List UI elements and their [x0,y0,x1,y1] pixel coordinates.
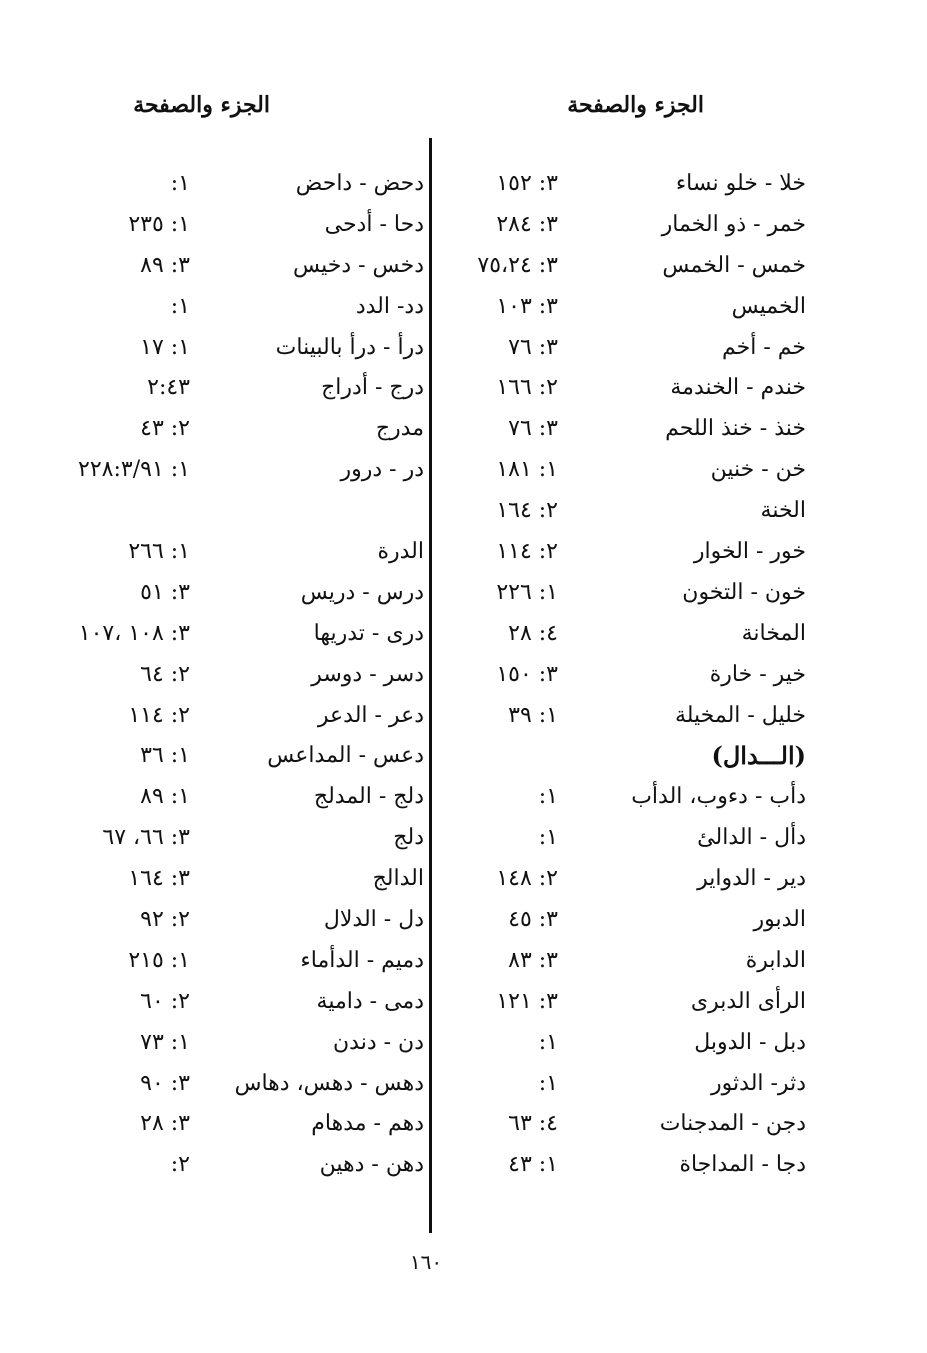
entry-term: خون - التخون [682,579,806,605]
entry-reference: ٢: ١١٤ [128,702,190,728]
entry-term: الرأى الدبرى [690,988,806,1014]
entry-reference: ٢: [170,1152,190,1178]
entry-term: دبل - الدوبل [694,1029,806,1055]
entry-reference: ١: ٣٩ [508,702,558,728]
entry-reference: ٢:٤٣ [147,375,190,401]
index-entry [440,164,810,205]
entry-term: دن - دندن [333,1029,424,1055]
column-divider [429,138,432,1233]
index-entry [30,409,426,450]
index-entry [440,900,810,941]
index-entry [440,1064,810,1105]
entry-reference: ٣: ١٠٣ [496,293,558,319]
entry-reference: ٣: ٢٨ [140,1111,190,1137]
entry-reference: ٣: ٧٦ [508,334,558,360]
entry-reference: ١: [538,1070,558,1096]
entry-term: خنذ - خنذ اللحم [665,416,806,442]
index-entry [440,1104,810,1145]
entry-reference: ٣: ٧٦ [508,416,558,442]
entry-term: الدابرة [745,947,806,973]
entry-reference: ١: [538,825,558,851]
entry-reference: ٢: ٩٢ [140,907,190,933]
entry-reference: ٣: ٢٨٤ [496,211,558,237]
index-entry [30,164,426,205]
index-entry [440,696,810,737]
entry-term: دهن - دهين [319,1152,424,1178]
entry-reference: ٤: ٢٨ [508,620,558,646]
entry-term: خور - الخوار [693,539,806,565]
index-entry [440,859,810,900]
entry-reference: ١: ٢١٥ [128,947,190,973]
entry-term: دأب - دءوب، الدأب [631,784,806,810]
entry-term: دعر - الدعر [317,702,424,728]
entry-reference: ١: [538,1029,558,1055]
entry-term: دميم - الدأماء [300,947,424,973]
index-entry [30,450,426,491]
section-title: (الـــدال) [711,741,806,771]
entry-term: خلا - خلو نساء [675,171,806,196]
entry-term: دلج - المدلج [313,784,424,810]
index-entry [30,328,426,369]
entry-term: درج - أدراج [321,375,424,401]
entry-term: دجا - المداجاة [679,1152,806,1178]
entry-reference: ١: [170,171,190,196]
left-index-column [30,164,426,1186]
entry-reference: ١: ٢٢٨:٣/٩١ [78,457,190,483]
index-entry [30,491,426,532]
entry-reference: ١: [170,293,190,319]
entry-term: خير - خارة [709,661,806,687]
index-entry [30,1104,426,1145]
entry-reference: ٣: ٨٣ [508,947,558,973]
index-entry [440,655,810,696]
entry-reference: ٢: ١٦٦ [496,375,558,401]
entry-reference: ٣: ٨٩ [140,252,190,278]
index-entry [440,1145,810,1186]
entry-term: درس - دريس [300,579,424,605]
entry-reference: ٤: ٦٣ [508,1111,558,1137]
entry-reference: ٣: ١٦٤ [128,866,190,892]
index-entry [440,818,810,859]
index-entry [440,1023,810,1064]
entry-reference: ٣: ١٢١ [496,988,558,1014]
entry-reference: ٢: ١١٤ [496,539,558,565]
entry-reference: ٢: ١٤٨ [496,866,558,892]
entry-reference: ١: ١٧ [140,334,190,360]
index-entry [30,287,426,328]
entry-reference: ٢: ٤٣ [140,416,190,442]
entry-reference: ٣: ٧٥،٢٤ [477,252,558,278]
section-heading [440,736,810,777]
entry-reference: ١: ٤٣ [508,1152,558,1178]
index-entry [30,1064,426,1105]
index-entry [440,614,810,655]
index-entry [440,450,810,491]
entry-reference: ١: ٢٣٥ [128,211,190,237]
entry-reference: ٣: ٩٠ [140,1070,190,1096]
right-column-header: الجزء والصفحة [567,92,704,118]
index-entry [30,1023,426,1064]
index-entry [30,900,426,941]
entry-term: الخميس [731,293,806,319]
entry-term: دسر - دوسر [311,661,424,687]
entry-term: خليل - المخيلة [674,702,806,728]
entry-term: دخس - دخيس [293,252,424,278]
index-entry [30,982,426,1023]
entry-term: دد- الدد [355,293,424,319]
page-number: ١٦٠ [409,1250,443,1274]
entry-reference: ١: ٧٣ [140,1029,190,1055]
index-entry [30,859,426,900]
index-entry [30,205,426,246]
right-index-column [440,164,810,1186]
entry-term: الدبور [753,907,806,933]
entry-term: الخنة [760,498,806,524]
index-entry [30,655,426,696]
left-column-header: الجزء والصفحة [133,92,270,118]
entry-term: دهس - دهس، دهاس [234,1070,424,1096]
index-entry [30,1145,426,1186]
index-entry [30,246,426,287]
entry-reference: ٢: ٦٤ [140,661,190,687]
entry-term: خم - أخم [721,334,806,360]
entry-reference: ٣: ١٠٨ ،١٠٧ [78,620,190,646]
index-entry [440,205,810,246]
entry-term: دثر- الدثور [711,1070,806,1096]
index-entry [30,532,426,573]
entry-reference: ٢: ٦٠ [140,988,190,1014]
entry-reference: ٢: ١٦٤ [496,498,558,524]
index-entry [440,777,810,818]
entry-term: الدرة [377,539,424,565]
index-entry [440,491,810,532]
entry-term: دجن - المدجنات [659,1111,806,1137]
entry-term: دحا - أدحى [324,211,424,237]
entry-term: دأل - الدالئ [697,825,806,851]
entry-term: دير - الدواير [697,866,806,892]
entry-term: الدالج [372,866,424,892]
index-entry [30,368,426,409]
index-entry [440,409,810,450]
index-entry [30,818,426,859]
index-entry [30,736,426,777]
entry-reference: ١: ١٨١ [496,457,558,483]
entry-term: دهم - مدهام [311,1111,424,1137]
entry-reference: ٣: ١٥٢ [496,171,558,196]
index-entry [30,696,426,737]
entry-reference: ٣: ١٥٠ [496,661,558,687]
entry-term: خمر - ذو الخمار [661,211,806,237]
entry-term: در - درور [340,457,424,483]
index-entry [440,246,810,287]
index-entry [440,287,810,328]
entry-term: دمى - دامية [316,988,424,1014]
entry-reference: ٣: ٥١ [140,579,190,605]
entry-term: دحض - داحض [295,171,424,196]
index-entry [30,777,426,818]
entry-term: خمس - الخمس [662,252,806,278]
entry-term: خن - خنين [710,457,806,483]
entry-reference: ١: [538,784,558,810]
index-entry [440,328,810,369]
index-entry [440,982,810,1023]
index-entry [30,614,426,655]
index-entry [440,941,810,982]
entry-reference: ١: ٨٩ [140,784,190,810]
index-entry [440,573,810,614]
entry-term: دل - الدلال [323,907,424,933]
entry-reference: ٣: ٦٦، ٦٧ [102,825,190,851]
index-entry [30,941,426,982]
entry-reference: ١: ٢٦٦ [128,539,190,565]
entry-term: المخانة [741,620,806,646]
entry-reference: ٣: ٤٥ [508,907,558,933]
index-entry [440,368,810,409]
entry-term: دعس - المداعس [267,743,424,769]
index-entry [440,532,810,573]
entry-term: خندم - الخندمة [670,375,806,401]
entry-term: دلج [393,825,424,851]
index-entry [30,573,426,614]
entry-reference: ١: ٢٢٦ [496,579,558,605]
entry-term: مدرج [375,416,424,442]
entry-term: درأ - درأ بالبينات [275,334,424,360]
entry-reference: ١: ٣٦ [140,743,190,769]
entry-term: درى - تدريها [313,620,424,646]
